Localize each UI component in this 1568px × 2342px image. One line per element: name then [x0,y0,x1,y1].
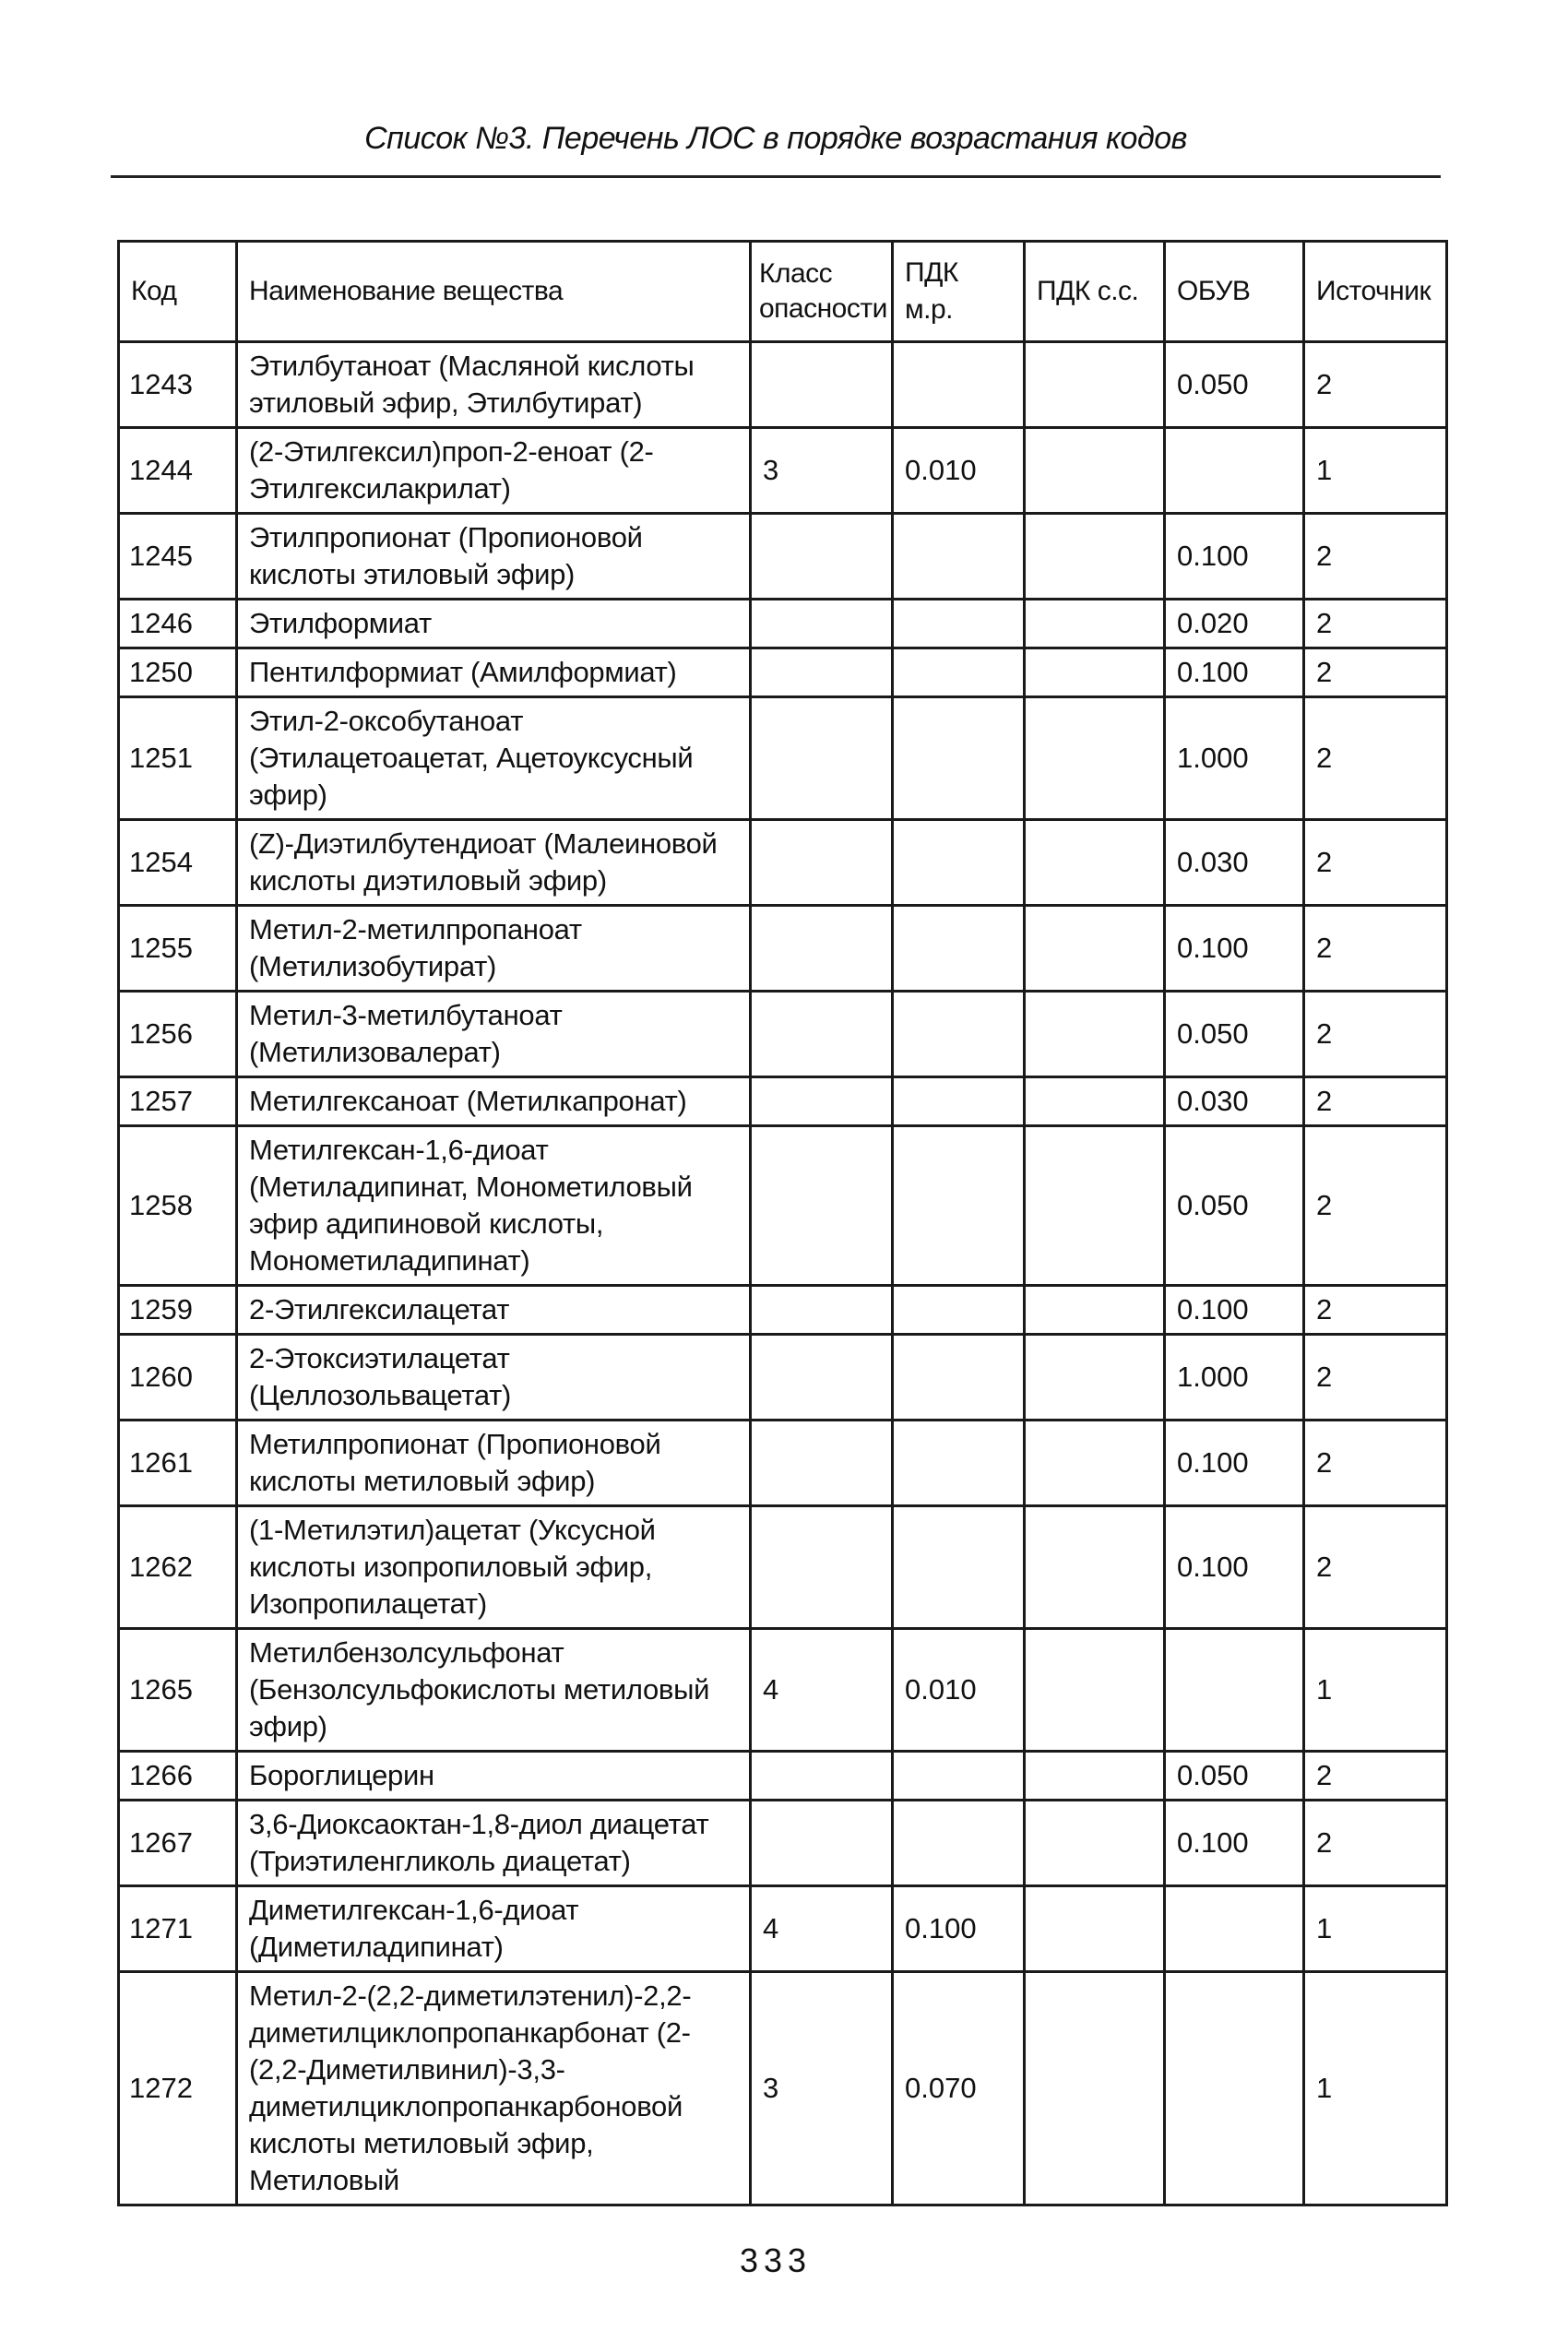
cell-name: (2-Этилгексил)проп-2-еноат (2-Этилгексилакрилат) [237,428,751,514]
table-row [119,1335,1447,1421]
cell-obuv: 0.100 [1165,906,1304,992]
cell-hazard-class [751,1752,893,1801]
cell-obuv: 0.030 [1165,1077,1304,1126]
cell-pdk-ss [1025,1077,1165,1126]
cell-name: 2-Этилгексилацетат [237,1286,751,1335]
cell-pdk-mr [893,1506,1025,1629]
cell-pdk-mr [893,600,1025,648]
cell-pdk-mr [893,1752,1025,1801]
cell-source: 2 [1304,1421,1447,1506]
cell-pdk-ss [1025,1126,1165,1286]
cell-obuv: 0.050 [1165,1752,1304,1801]
cell-code: 1258 [119,1126,237,1286]
cell-name: Метилгексаноат (Метилкапронат) [237,1077,751,1126]
cell-code: 1256 [119,992,237,1077]
column-header-pdk-ss: ПДК с.с. [1025,242,1165,342]
cell-hazard-class [751,992,893,1077]
table-row [119,697,1447,820]
cell-hazard-class [751,906,893,992]
cell-name: Диметилгексан-1,6-диоат (Диметиладипинат) [237,1886,751,1972]
column-header-pdk-mr: ПДК м.р. [893,242,1025,342]
column-header-code: Код [119,242,237,342]
cell-pdk-mr [893,1077,1025,1126]
table-row [119,514,1447,600]
cell-obuv: 0.050 [1165,342,1304,428]
cell-source: 2 [1304,906,1447,992]
cell-hazard-class [751,514,893,600]
cell-pdk-ss [1025,992,1165,1077]
cell-code: 1251 [119,697,237,820]
cell-obuv: 0.100 [1165,1421,1304,1506]
cell-hazard-class [751,342,893,428]
cell-hazard-class: 4 [751,1886,893,1972]
cell-name: Метил-2-метилпропаноат (Метилизобутират) [237,906,751,992]
cell-name: Метил-2-(2,2-диметилэтенил)-2,2-диметилциклопропанкарбонат (2-(2,2-Диметилвинил)-3,3-диметилциклопропанкарбоновой кислоты метиловый эфир, Метиловый [237,1972,751,2205]
column-header-name: Наименование вещества [237,242,751,342]
cell-hazard-class [751,1126,893,1286]
cell-source: 2 [1304,1335,1447,1421]
cell-code: 1267 [119,1801,237,1886]
table-row [119,428,1447,514]
cell-source: 2 [1304,1506,1447,1629]
cell-pdk-ss [1025,648,1165,697]
cell-pdk-ss [1025,1335,1165,1421]
cell-hazard-class [751,600,893,648]
cell-pdk-ss [1025,1286,1165,1335]
cell-code: 1259 [119,1286,237,1335]
table-row [119,906,1447,992]
cell-pdk-mr [893,1801,1025,1886]
cell-source: 2 [1304,1077,1447,1126]
cell-code: 1266 [119,1752,237,1801]
cell-name: Этилпропионат (Пропионовой кислоты этиловый эфир) [237,514,751,600]
cell-pdk-ss [1025,697,1165,820]
cell-obuv: 0.100 [1165,648,1304,697]
cell-hazard-class [751,697,893,820]
cell-hazard-class: 4 [751,1629,893,1752]
table-row [119,1506,1447,1629]
table-header-row [119,242,1447,342]
table-row [119,648,1447,697]
cell-code: 1246 [119,600,237,648]
cell-name: Метилпропионат (Пропионовой кислоты метиловый эфир) [237,1421,751,1506]
cell-code: 1254 [119,820,237,906]
cell-hazard-class [751,1286,893,1335]
table-row [119,1421,1447,1506]
cell-pdk-mr [893,1335,1025,1421]
table-row [119,1629,1447,1752]
cell-source: 1 [1304,1629,1447,1752]
cell-name: Метил-3-метилбутаноат (Метилизовалерат) [237,992,751,1077]
cell-pdk-ss [1025,600,1165,648]
header-divider [111,175,1441,178]
cell-code: 1265 [119,1629,237,1752]
column-header-source: Источник [1304,242,1447,342]
cell-name: 2-Этоксиэтилацетат (Целлозольвацетат) [237,1335,751,1421]
cell-name: 3,6-Диоксаоктан-1,8-диол диацетат (Триэтиленгликоль диацетат) [237,1801,751,1886]
cell-source: 2 [1304,1126,1447,1286]
table-row [119,1972,1447,2205]
cell-pdk-mr: 0.010 [893,428,1025,514]
cell-pdk-mr: 0.070 [893,1972,1025,2205]
cell-pdk-ss [1025,906,1165,992]
cell-pdk-mr [893,1421,1025,1506]
cell-source: 1 [1304,1886,1447,1972]
cell-code: 1272 [119,1972,237,2205]
cell-code: 1261 [119,1421,237,1506]
cell-source: 2 [1304,1286,1447,1335]
cell-pdk-mr [893,1126,1025,1286]
table-row [119,1886,1447,1972]
cell-name: Этил-2-оксобутаноат (Этилацетоацетат, Ацетоуксусный эфир) [237,697,751,820]
cell-name: (Z)-Диэтилбутендиоат (Малеиновой кислоты диэтиловый эфир) [237,820,751,906]
table-row [119,1077,1447,1126]
cell-name: (1-Метилэтил)ацетат (Уксусной кислоты изопропиловый эфир, Изопропилацетат) [237,1506,751,1629]
cell-pdk-mr [893,1286,1025,1335]
cell-source: 2 [1304,342,1447,428]
cell-pdk-mr [893,514,1025,600]
cell-pdk-mr [893,820,1025,906]
page-header-title: Список №3. Перечень ЛОС в порядке возрастания кодов [364,121,1187,156]
table-row [119,342,1447,428]
table-row [119,1801,1447,1886]
cell-name: Этилформиат [237,600,751,648]
cell-source: 2 [1304,600,1447,648]
cell-code: 1243 [119,342,237,428]
cell-pdk-mr [893,697,1025,820]
cell-pdk-mr [893,648,1025,697]
cell-code: 1257 [119,1077,237,1126]
cell-source: 2 [1304,1801,1447,1886]
cell-source: 2 [1304,1752,1447,1801]
cell-hazard-class [751,1335,893,1421]
cell-pdk-ss [1025,1886,1165,1972]
table-body [119,342,1447,2205]
cell-name: Метилгексан-1,6-диоат (Метиладипинат, Монометиловый эфир адипиновой кислоты, Монометиладипинат) [237,1126,751,1286]
cell-obuv: 0.050 [1165,992,1304,1077]
cell-obuv [1165,1629,1304,1752]
cell-hazard-class [751,1801,893,1886]
cell-pdk-mr: 0.100 [893,1886,1025,1972]
cell-code: 1244 [119,428,237,514]
cell-name: Метилбензолсульфонат (Бензолсульфокислоты метиловый эфир) [237,1629,751,1752]
cell-source: 2 [1304,697,1447,820]
cell-pdk-ss [1025,1752,1165,1801]
cell-hazard-class [751,648,893,697]
cell-name: Бороглицерин [237,1752,751,1801]
cell-source: 2 [1304,514,1447,600]
cell-name: Этилбутаноат (Масляной кислоты этиловый эфир, Этилбутират) [237,342,751,428]
cell-pdk-ss [1025,1629,1165,1752]
cell-pdk-mr [893,342,1025,428]
cell-source: 2 [1304,820,1447,906]
cell-pdk-ss [1025,1801,1165,1886]
cell-hazard-class [751,820,893,906]
column-header-hazard-class: Класс опасности [751,242,893,342]
cell-source: 2 [1304,992,1447,1077]
cell-pdk-ss [1025,428,1165,514]
cell-code: 1271 [119,1886,237,1972]
cell-hazard-class [751,1506,893,1629]
cell-pdk-ss [1025,1972,1165,2205]
cell-hazard-class [751,1421,893,1506]
cell-name: Пентилформиат (Амилформиат) [237,648,751,697]
cell-obuv [1165,1972,1304,2205]
cell-obuv: 0.100 [1165,514,1304,600]
cell-pdk-ss [1025,342,1165,428]
cell-obuv: 0.100 [1165,1506,1304,1629]
cell-obuv: 1.000 [1165,1335,1304,1421]
cell-code: 1255 [119,906,237,992]
cell-obuv: 0.030 [1165,820,1304,906]
cell-pdk-mr [893,992,1025,1077]
table-row [119,1286,1447,1335]
cell-code: 1260 [119,1335,237,1421]
cell-pdk-ss [1025,1421,1165,1506]
cell-pdk-mr: 0.010 [893,1629,1025,1752]
table-row [119,600,1447,648]
substances-table [117,240,1448,2206]
cell-hazard-class: 3 [751,428,893,514]
cell-pdk-ss [1025,514,1165,600]
cell-obuv: 0.050 [1165,1126,1304,1286]
cell-hazard-class [751,1077,893,1126]
table-row [119,820,1447,906]
cell-code: 1245 [119,514,237,600]
cell-obuv: 0.100 [1165,1801,1304,1886]
table-row [119,992,1447,1077]
cell-source: 1 [1304,428,1447,514]
cell-obuv [1165,428,1304,514]
cell-obuv: 0.100 [1165,1286,1304,1335]
column-header-obuv: ОБУВ [1165,242,1304,342]
cell-pdk-mr [893,906,1025,992]
cell-obuv [1165,1886,1304,1972]
cell-code: 1262 [119,1506,237,1629]
page-number: 333 [739,2241,813,2279]
cell-obuv: 0.020 [1165,600,1304,648]
cell-source: 1 [1304,1972,1447,2205]
cell-source: 2 [1304,648,1447,697]
cell-obuv: 1.000 [1165,697,1304,820]
cell-code: 1250 [119,648,237,697]
cell-hazard-class: 3 [751,1972,893,2205]
cell-pdk-ss [1025,820,1165,906]
cell-pdk-ss [1025,1506,1165,1629]
table-row [119,1752,1447,1801]
table-row [119,1126,1447,1286]
